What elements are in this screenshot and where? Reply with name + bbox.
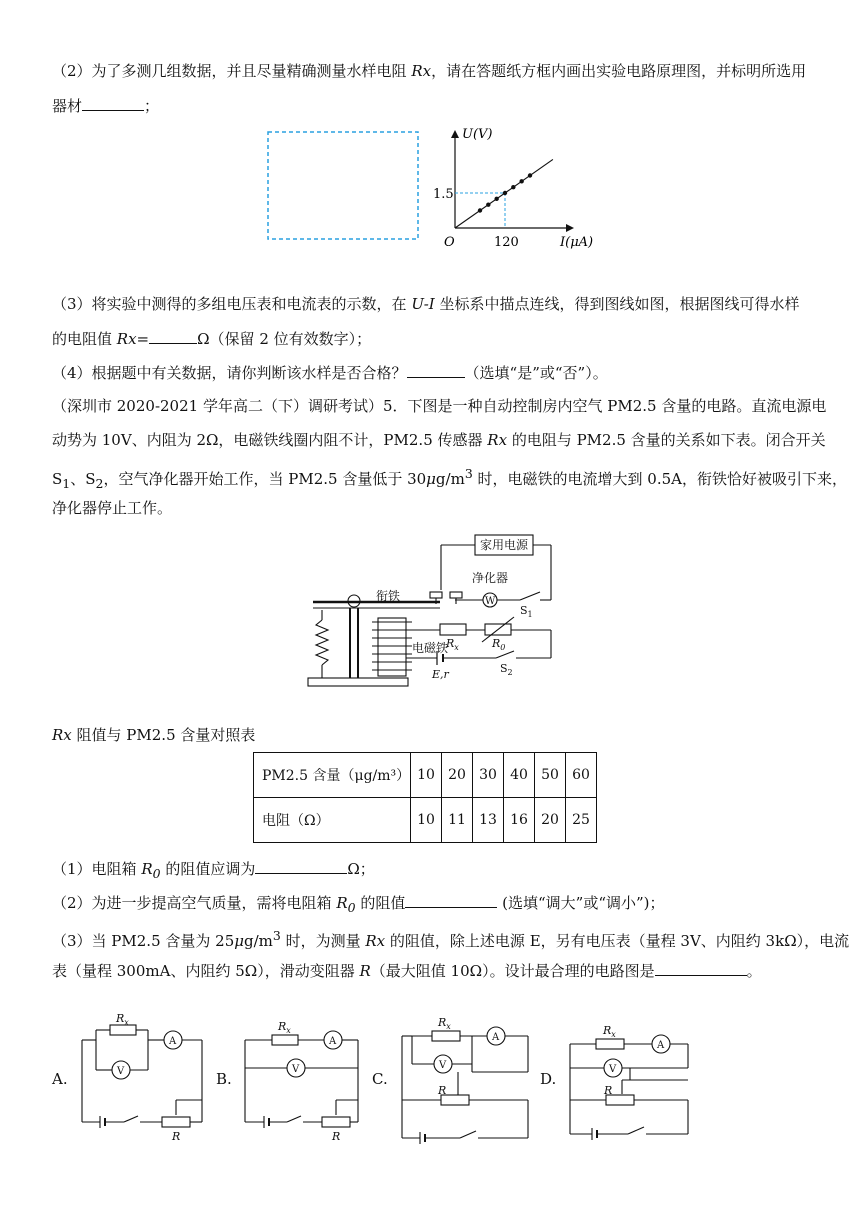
data-point <box>528 173 532 177</box>
r0-label: $R_0$ <box>492 637 506 652</box>
text: 、S <box>70 470 96 488</box>
s2-label: $S_2$ <box>500 662 513 677</box>
text: （3）将实验中测得的多组电压表和电流表的示数，在 <box>52 295 412 313</box>
text: （2）为进一步提高空气质量，需将电阻箱 <box>52 894 337 912</box>
mu: μ <box>234 932 244 950</box>
text: 表（量程 300mA、内阻约 5Ω），滑动变阻器 <box>52 962 360 980</box>
text: 的阻值 <box>355 894 406 912</box>
text: (选填“调大”或“调小”)； <box>497 894 665 912</box>
table-cell: 20 <box>442 753 473 798</box>
voltmeter-icon: V <box>292 1064 300 1075</box>
mu: μ <box>426 470 436 488</box>
text: 时，电磁铁的电流增大到 0.5A，衔铁恰好被吸引下来， <box>472 470 847 488</box>
text: （选填“是”或“否”）。 <box>464 364 608 382</box>
y-arrow-icon <box>451 130 459 138</box>
text: 净化器停止工作。 <box>52 499 173 517</box>
y-axis-label: U(V) <box>462 127 493 142</box>
pm-table <box>253 752 597 843</box>
data-point <box>503 191 507 195</box>
text: ，空气净化器开始工作，当 PM2.5 含量低于 30 <box>103 470 427 488</box>
circuit-d[interactable] <box>570 1035 688 1140</box>
text: ； <box>144 97 160 115</box>
p5-line2 <box>52 429 826 451</box>
sub2-line <box>52 891 810 919</box>
table-cell: 40 <box>504 753 535 798</box>
answer-blank[interactable] <box>149 327 197 344</box>
purifier-label: 净化器 <box>472 571 509 585</box>
rx-label: $R_x$ <box>446 637 459 652</box>
option-a-label[interactable]: A. <box>52 1070 68 1088</box>
sub3-line2 <box>52 959 810 982</box>
var-ui: U-I <box>411 295 435 313</box>
table-cell: 60 <box>566 753 597 798</box>
p5-line4 <box>52 497 810 519</box>
answer-blank[interactable] <box>255 857 347 874</box>
table-row <box>254 798 597 843</box>
data-point <box>519 179 523 183</box>
text: 动势为 10V、内阻为 2Ω，电磁铁线圈内阻不计，PM2.5 传感器 <box>52 431 488 449</box>
row2-header: 电阻（Ω） <box>254 798 411 843</box>
sub: 0 <box>152 866 161 881</box>
circuit-d-labels <box>602 1024 665 1097</box>
q3-prev-line1 <box>52 293 810 315</box>
rx-label: $R_x$ <box>278 1020 291 1035</box>
device-diagram <box>0 530 860 690</box>
r-label: R <box>332 1130 341 1143</box>
r-label: R <box>438 1084 447 1097</box>
q4-prev-line <box>52 361 810 384</box>
voltmeter-icon: V <box>439 1060 447 1071</box>
rx-label: $R_x$ <box>438 1016 451 1031</box>
text: 时，为测量 <box>280 932 366 950</box>
ammeter-icon: A <box>657 1040 665 1051</box>
ammeter-icon: A <box>329 1036 337 1047</box>
sub: 1 <box>62 476 71 491</box>
option-circuits <box>0 1010 860 1170</box>
text: = <box>136 330 150 348</box>
var-rx: Rx <box>411 62 432 80</box>
option-d-label[interactable]: D. <box>540 1070 557 1088</box>
text: （深圳市 2020-2021 学年高二（下）调研考试）5．下图是一种自动控制房内空气 PM2.5 含量的电路。直流电源电 <box>52 397 827 415</box>
var-rx: Rx <box>52 726 72 744</box>
var-rx: Rx <box>365 932 386 950</box>
text: 坐标系中描点连线，得到图线如图，根据图线可得水样 <box>434 295 800 313</box>
option-c-label[interactable]: C. <box>372 1070 388 1088</box>
text: （2）为了多测几组数据，并且尽量精确测量水样电阻 <box>52 62 412 80</box>
text: 的阻值，除上述电源 E，另有电压表（量程 3V、内阻约 3kΩ），电流 <box>385 932 850 950</box>
var-r: R <box>359 962 371 980</box>
r-label: R <box>172 1130 181 1143</box>
text: （3）当 PM2.5 含量为 25 <box>52 932 235 950</box>
table-row <box>254 753 597 798</box>
r-label: R <box>604 1084 613 1097</box>
ammeter-icon: A <box>169 1036 177 1047</box>
var-rx: Rx <box>116 330 137 348</box>
ui-graph <box>433 127 593 250</box>
text: g/m <box>435 470 465 488</box>
answer-blank[interactable] <box>407 361 465 378</box>
q2-prev-line1 <box>52 60 810 82</box>
data-point <box>478 208 482 212</box>
rx-label: $R_x$ <box>116 1012 129 1027</box>
text: Ω（保留 2 位有效数字）； <box>197 330 372 348</box>
text: ，请在答题纸方框内画出实验电路原理图，并标明所选用 <box>431 62 807 80</box>
sup: 3 <box>464 466 473 481</box>
electromagnet-coil <box>378 618 406 676</box>
armature-label: 衔铁 <box>376 589 401 603</box>
table-cell: 25 <box>566 798 597 843</box>
text: （4）根据题中有关数据，请你判断该水样是否合格？ <box>52 364 407 382</box>
x-tick-label: 120 <box>494 235 519 250</box>
table-cell: 13 <box>473 798 504 843</box>
text: 器材 <box>52 97 83 115</box>
q2-prev-line2 <box>52 94 810 117</box>
text: S <box>52 470 63 488</box>
power-label: 家用电源 <box>480 538 529 552</box>
text: Ω； <box>347 860 375 878</box>
answer-blank[interactable] <box>655 959 747 976</box>
origin-label: O <box>444 235 455 250</box>
s2-switch-icon <box>496 651 514 658</box>
circuit-b-labels <box>277 1020 340 1143</box>
data-point <box>486 202 490 206</box>
p5-line3 <box>52 463 847 495</box>
var-r: R <box>336 894 348 912</box>
table-cell: 16 <box>504 798 535 843</box>
q3-prev-line2 <box>52 327 810 350</box>
p5-line1 <box>52 395 827 417</box>
rx-resistor <box>440 624 466 635</box>
answer-blank[interactable] <box>82 94 144 111</box>
text: （1）电阻箱 <box>52 860 142 878</box>
s1-switch-icon <box>520 592 540 600</box>
text: 的电阻值 <box>52 330 117 348</box>
text: 的阻值应调为 <box>160 860 256 878</box>
table-cell: 10 <box>411 798 442 843</box>
answer-box[interactable] <box>268 132 418 239</box>
answer-blank[interactable] <box>405 891 497 908</box>
sub3-line1 <box>52 925 850 952</box>
table-caption <box>52 724 810 746</box>
meter-label: W <box>485 596 496 607</box>
voltmeter-icon: V <box>609 1064 617 1075</box>
circuit-c-labels <box>437 1016 500 1097</box>
x-arrow-icon <box>566 224 574 232</box>
table-cell: 50 <box>535 753 566 798</box>
row1-header: PM2.5 含量（μg/m³） <box>254 753 411 798</box>
option-b-label[interactable]: B. <box>216 1070 232 1088</box>
er-label: E,r <box>432 668 449 681</box>
sub1-line <box>52 857 810 885</box>
var-rx: Rx <box>487 431 508 449</box>
data-point <box>511 185 515 189</box>
y-tick-label: 1.5 <box>433 187 454 202</box>
circuit-a[interactable] <box>82 1025 202 1128</box>
table-cell: 30 <box>473 753 504 798</box>
voltmeter-icon: V <box>117 1066 125 1077</box>
text: g/m <box>244 932 273 950</box>
ammeter-icon: A <box>492 1032 500 1043</box>
text: 阻值与 PM2.5 含量对照表 <box>71 726 256 744</box>
sub: 2 <box>95 476 104 491</box>
table-cell: 11 <box>442 798 473 843</box>
text: （最大阻值 10Ω）。设计最合理的电路图是 <box>370 962 655 980</box>
text: 的电阻与 PM2.5 含量的关系如下表。闭合开关 <box>507 431 826 449</box>
sub: 0 <box>347 900 356 915</box>
s1-label: $S_1$ <box>520 604 533 619</box>
table-cell: 20 <box>535 798 566 843</box>
data-point <box>494 197 498 201</box>
circuit-b[interactable] <box>245 1031 358 1128</box>
table-cell: 10 <box>411 753 442 798</box>
circuit-c[interactable] <box>402 1027 528 1144</box>
q2-figures <box>0 120 860 280</box>
electromagnet-label: 电磁铁 <box>412 641 449 655</box>
text: 。 <box>746 962 762 980</box>
var-r: R <box>141 860 153 878</box>
x-axis-label: I(μA) <box>560 235 594 250</box>
rx-label: $R_x$ <box>603 1024 616 1039</box>
sup: 3 <box>272 928 281 943</box>
